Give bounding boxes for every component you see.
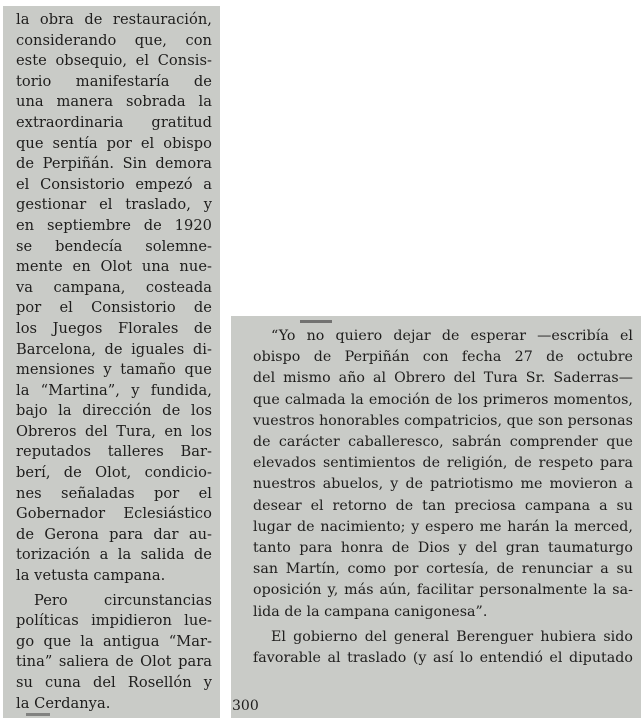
right-column-clipping	[231, 316, 641, 718]
text-line: nes señaladas por el	[16, 484, 212, 502]
text-line: elevados sentimientos de religión, de respeto para	[253, 455, 633, 472]
text-line: Gobernador Eclesiástico	[16, 505, 212, 523]
text-line: desear el retorno de tan preciosa campana a su	[253, 497, 633, 514]
text-line: mensiones y tamaño que	[16, 361, 212, 379]
text-line: torio manifestaría de	[16, 72, 212, 90]
text-line: va campana, costeada	[16, 278, 212, 296]
text-line: tanto para honra de Dios y del gran taumaturgo	[253, 540, 633, 557]
text-line: vuestros honorables compatricios, que son personas	[253, 412, 633, 429]
text-line: del mismo año al Obrero del Tura Sr. Saderras—	[253, 370, 633, 387]
text-line: Barcelona, de iguales di-	[16, 340, 212, 358]
text-line: de carácter caballeresco, sabrán comprender que	[253, 434, 633, 451]
text-line: lugar de nacimiento; y espero me harán la merced,	[253, 518, 633, 535]
text-line: tina” saliera de Olot para	[16, 653, 212, 671]
text-line: este obsequio, el Consis-	[16, 52, 212, 70]
text-line: reputados talleres Bar-	[16, 443, 212, 461]
text-line: gestionar el traslado, y	[16, 196, 212, 214]
text-line: berí, de Olot, condicio-	[16, 464, 212, 482]
text-line: la vetusta campana.	[16, 567, 166, 585]
text-line: el Consistorio empezó a	[16, 175, 212, 193]
text-line: obispo de Perpiñán con fecha 27 de octubre	[253, 349, 633, 366]
text-line: por el Consistorio de	[16, 299, 212, 317]
text-line: favorable al traslado (y así lo entendió el diputado	[253, 650, 633, 667]
text-line: que sentía por el obispo	[16, 134, 212, 152]
text-line: El gobierno del general Berenguer hubiera sido	[271, 628, 633, 645]
text-line: torización a la salida de	[16, 546, 212, 564]
text-line: mente en Olot una nue-	[16, 258, 212, 276]
text-line: Obreros del Tura, en los	[16, 422, 212, 440]
page-number: 300	[232, 698, 259, 714]
text-line: de Gerona para dar au-	[16, 525, 212, 543]
text-line: políticas impidieron lue-	[16, 612, 212, 630]
left-column-clipping	[3, 6, 220, 718]
text-line: una manera sobrada la	[16, 93, 212, 111]
text-line: nuestros abuelos, y de patriotismo me movieron a	[253, 476, 633, 493]
text-line: su cuna del Rosellón y	[16, 674, 212, 691]
text-line: Pero circunstancias	[34, 591, 212, 609]
text-line: los Juegos Florales de	[16, 319, 212, 337]
text-line: considerando que, con	[16, 31, 212, 49]
text-line: san Martín, como por cortesía, de renunciar a su	[253, 561, 633, 578]
text-line: oposición y, más aún, facilitar personalmente la sa-	[253, 582, 633, 599]
text-line: lida de la campana canigonesa”.	[253, 603, 488, 620]
text-line: la Cerdanya.	[16, 694, 111, 712]
text-line: extraordinaria gratitud	[16, 113, 212, 131]
text-line: de Perpiñán. Sin demora	[16, 155, 212, 173]
text-line: se bendecía solemne-	[16, 237, 212, 255]
text-line: que calmada la emoción de los primeros momentos,	[253, 391, 633, 408]
text-line: en septiembre de 1920	[16, 216, 212, 234]
text-line: go que la antigua “Mar-	[16, 632, 212, 650]
cut-mark-right	[300, 320, 332, 323]
text-line: la obra de restauración,	[16, 11, 212, 28]
text-line: bajo la dirección de los	[16, 402, 212, 420]
cut-mark-left	[26, 713, 50, 716]
text-line: la “Martina”, y fundida,	[16, 381, 212, 399]
text-line: “Yo no quiero dejar de esperar —escribía el	[271, 328, 633, 344]
